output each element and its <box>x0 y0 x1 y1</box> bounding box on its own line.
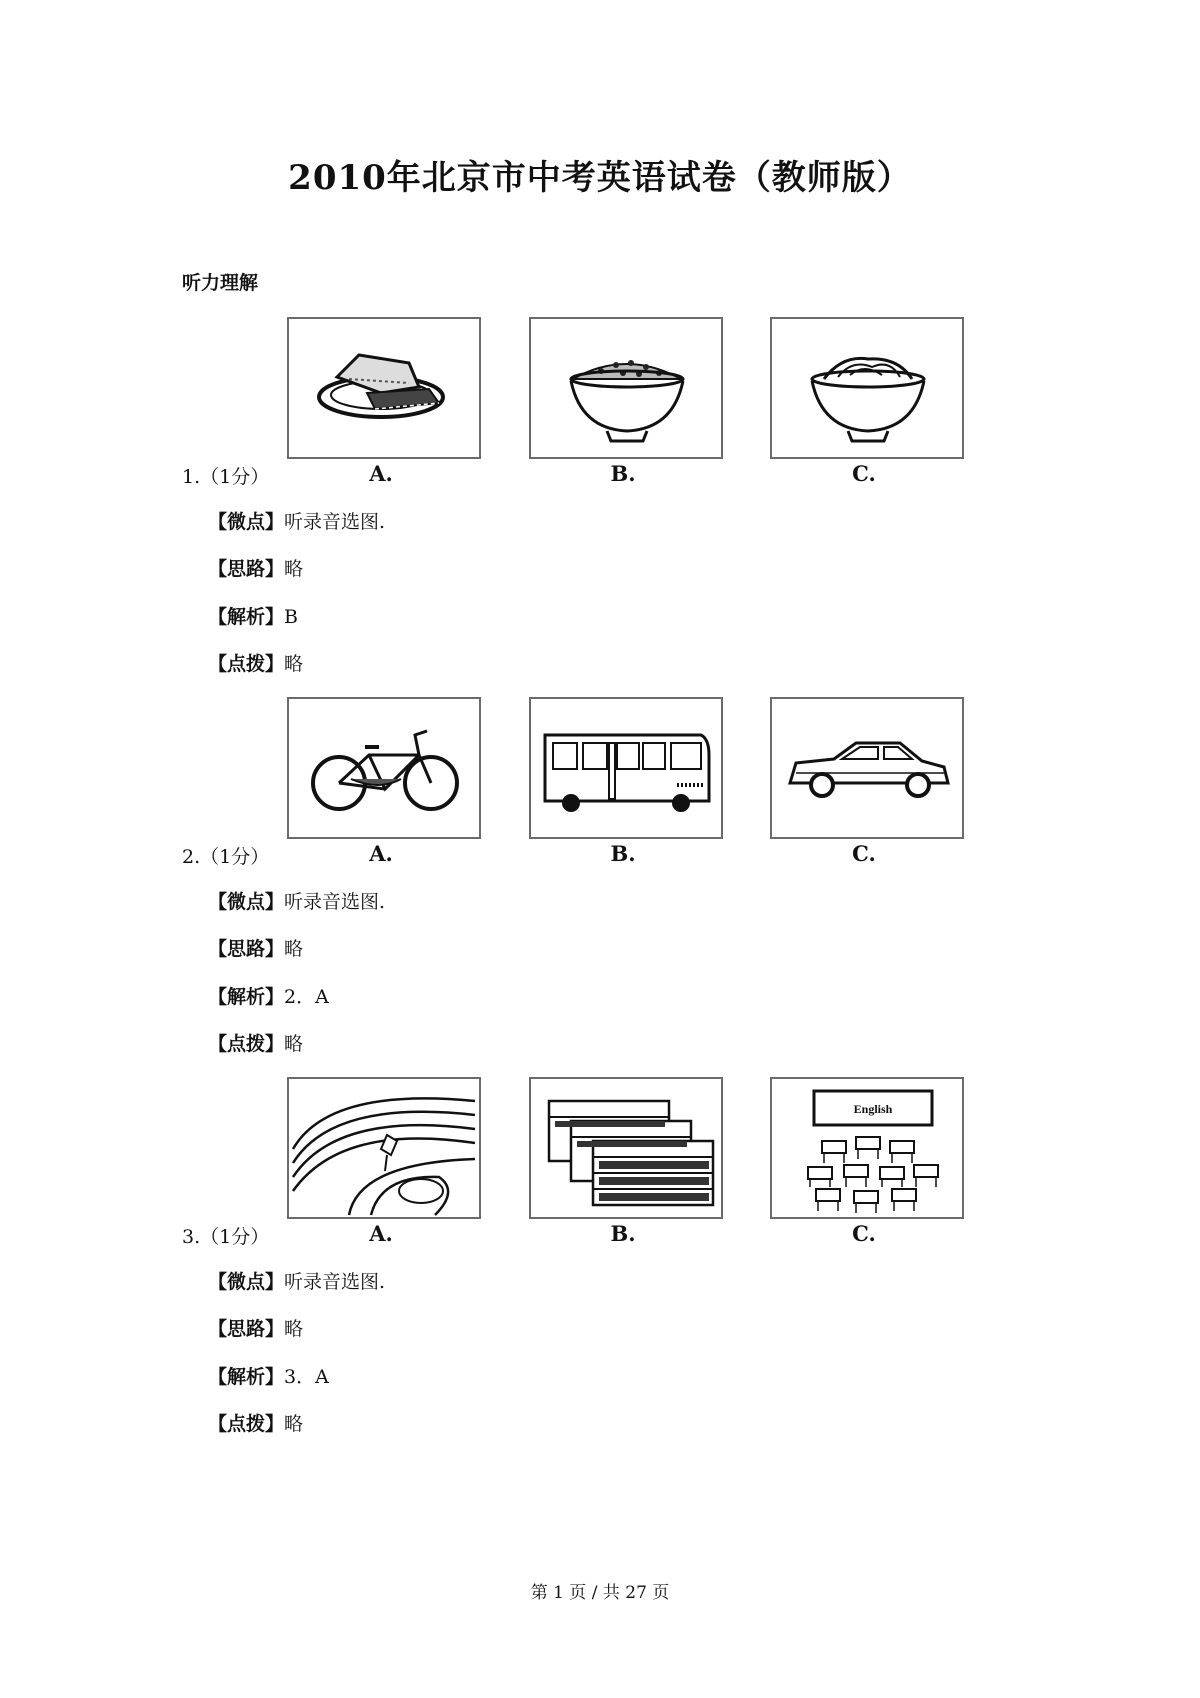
noodle-bowl-icon <box>772 319 962 457</box>
option-c-label: C. <box>852 841 876 866</box>
option-b-image <box>529 1077 723 1219</box>
jiexi-line: 【解析】2．A <box>208 986 329 1008</box>
jiexi-line: 【解析】B <box>208 606 298 628</box>
dianbo-line: 【点拨】略 <box>208 1413 304 1435</box>
option-c-image <box>770 697 964 839</box>
option-a-label: A. <box>369 461 393 486</box>
bookshelves-icon <box>531 1079 721 1217</box>
sandwich-icon <box>289 319 479 457</box>
option-c-label: C. <box>852 1221 876 1246</box>
page-title: 2010年北京市中考英语试卷（教师版） <box>288 158 912 198</box>
weidian-line: 【微点】听录音选图. <box>208 1271 386 1293</box>
dianbo-line: 【点拨】略 <box>208 653 304 675</box>
option-b-image <box>529 317 723 459</box>
question-number: 3.（1分） <box>182 1226 270 1248</box>
option-a-image <box>287 697 481 839</box>
option-c-image <box>770 317 964 459</box>
english-board-text: English <box>853 1102 893 1116</box>
question-number: 2.（1分） <box>182 846 270 868</box>
option-b-image <box>529 697 723 839</box>
option-b-label: B. <box>610 461 636 486</box>
question-number: 1.（1分） <box>182 466 270 488</box>
silu-line: 【思路】略 <box>208 938 304 960</box>
option-b-label: B. <box>610 841 636 866</box>
silu-line: 【思路】略 <box>208 1318 304 1340</box>
option-c-label: C. <box>852 461 876 486</box>
jiexi-line: 【解析】3．A <box>208 1366 329 1388</box>
bus-icon <box>531 699 721 837</box>
option-a-image <box>287 317 481 459</box>
section-heading: 听力理解 <box>182 272 259 294</box>
dianbo-line: 【点拨】略 <box>208 1033 304 1055</box>
silu-line: 【思路】略 <box>208 558 304 580</box>
option-a-image <box>287 1077 481 1219</box>
rice-bowl-icon <box>531 319 721 457</box>
running-track-icon <box>289 1079 479 1217</box>
car-icon <box>772 699 962 837</box>
page-footer: 第 1 页 / 共 27 页 <box>530 1583 670 1603</box>
option-a-label: A. <box>369 1221 393 1246</box>
classroom-icon <box>772 1079 962 1217</box>
option-b-label: B. <box>610 1221 636 1246</box>
weidian-line: 【微点】听录音选图. <box>208 891 386 913</box>
bicycle-icon <box>289 699 479 837</box>
option-a-label: A. <box>369 841 393 866</box>
option-c-image <box>770 1077 964 1219</box>
weidian-line: 【微点】听录音选图. <box>208 511 386 533</box>
